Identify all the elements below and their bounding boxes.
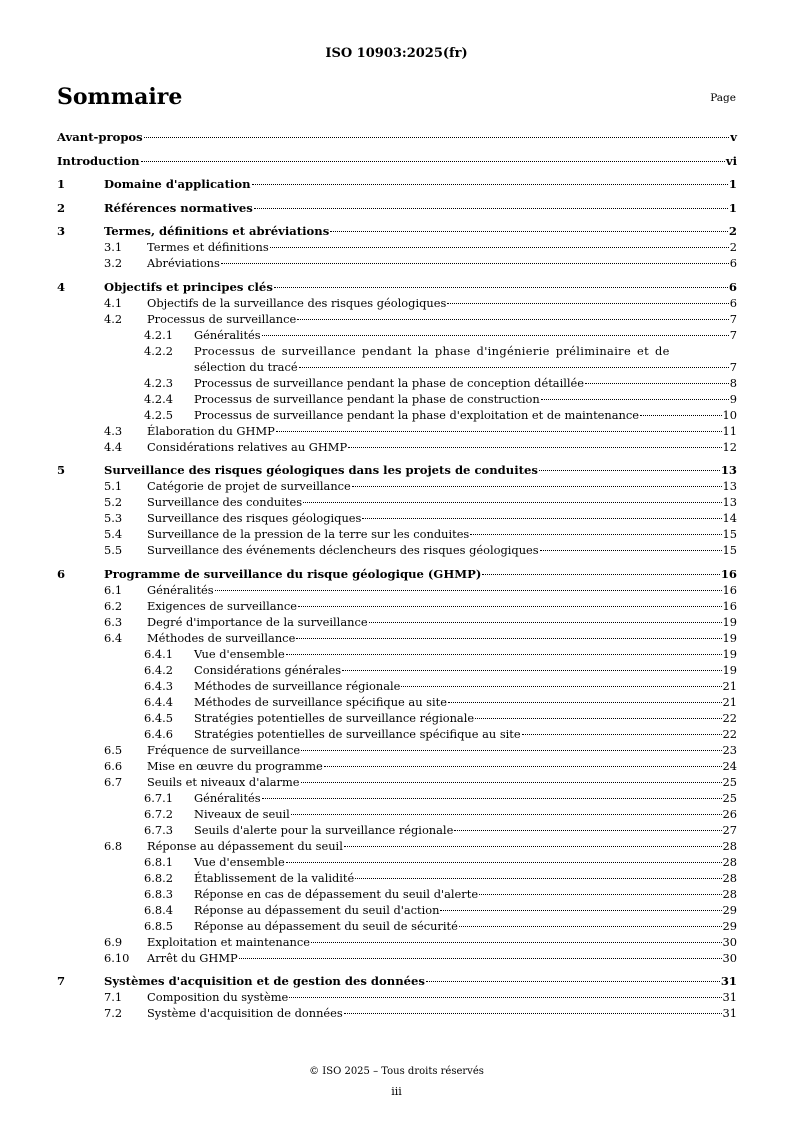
toc-entry[interactable] <box>57 694 737 710</box>
dot-leader <box>291 814 722 815</box>
dot-leader <box>286 862 722 863</box>
toc-entry[interactable] <box>57 854 737 870</box>
entry-title-continuation: sélection du tracé <box>194 359 298 374</box>
entry-title: Généralités <box>147 582 214 597</box>
entry-title: Processus de surveillance pendant la phase de construction <box>194 391 540 406</box>
toc-entry[interactable] <box>57 838 737 854</box>
section-number: 5.3 <box>104 511 123 525</box>
page-ref: 2 <box>729 240 737 254</box>
section-number: 6.9 <box>104 934 123 949</box>
section-number: 6.1 <box>104 582 123 597</box>
page-ref: 25 <box>722 790 737 805</box>
section-number: 1 <box>57 177 66 191</box>
page-ref: 16 <box>722 598 737 613</box>
section-number: 5.4 <box>104 527 123 541</box>
dot-leader <box>369 622 722 623</box>
entry-title: Stratégies potentielles de surveillance régionale <box>194 710 475 725</box>
dot-leader <box>297 319 729 320</box>
page-ref: 19 <box>722 614 737 629</box>
toc-entry[interactable] <box>57 200 737 216</box>
section-number: 6.5 <box>104 742 123 757</box>
toc-entry[interactable] <box>57 279 737 295</box>
entry-title: Programme de surveillance du risque géologique (GHMP) <box>104 566 482 581</box>
dot-leader <box>311 942 722 943</box>
dot-leader <box>262 798 722 799</box>
dot-leader <box>262 335 729 336</box>
page-ref: 6 <box>729 295 737 310</box>
dot-leader <box>454 830 721 831</box>
toc-entry[interactable] <box>57 710 737 726</box>
dot-leader <box>270 247 729 248</box>
page-ref: 28 <box>722 886 737 901</box>
dot-leader <box>447 303 728 304</box>
toc-entry[interactable] <box>57 542 737 558</box>
section-number: 6.4 <box>104 630 123 645</box>
section-number: 4 <box>57 279 66 294</box>
page-ref: 28 <box>722 838 737 853</box>
section-number: 4.2 <box>104 311 123 326</box>
page-ref: 7 <box>729 311 737 326</box>
entry-title: Surveillance des événements déclencheurs des risques géologiques <box>147 543 539 557</box>
dot-leader <box>330 231 728 232</box>
toc-entry[interactable] <box>57 806 737 822</box>
dot-leader <box>289 997 721 998</box>
entry-title: Réponse au dépassement du seuil d'action <box>194 902 440 917</box>
dot-leader <box>539 470 720 471</box>
section-number: 7.2 <box>104 1006 123 1020</box>
dot-leader <box>298 606 722 607</box>
page-ref: 14 <box>722 511 737 525</box>
toc-entry-continuation[interactable] <box>57 359 737 375</box>
toc-entry[interactable] <box>57 902 737 918</box>
section-number: 6.8.1 <box>144 854 173 869</box>
page-ref: 22 <box>722 710 737 725</box>
page-ref: 1 <box>728 177 737 191</box>
toc-entry[interactable] <box>57 973 737 989</box>
toc-entry[interactable] <box>57 950 737 966</box>
toc-entry[interactable] <box>57 375 737 391</box>
entry-title: Généralités <box>194 327 261 342</box>
dot-leader <box>254 208 728 209</box>
page-ref: 16 <box>720 566 737 581</box>
section-number: 6.7.1 <box>144 790 173 805</box>
toc-entry[interactable] <box>57 327 737 343</box>
dot-leader <box>296 638 721 639</box>
entry-title: Exploitation et maintenance <box>147 934 310 949</box>
toc-entry[interactable] <box>57 758 737 774</box>
toc-entry[interactable] <box>57 295 737 311</box>
page-ref: 6 <box>728 279 737 294</box>
table-of-contents <box>57 129 737 1021</box>
page-ref: 12 <box>722 439 737 454</box>
page-ref: 19 <box>722 630 737 645</box>
section-number: 5.2 <box>104 495 123 509</box>
entry-title: Réponse en cas de dépassement du seuil d'alerte <box>194 886 479 901</box>
entry-title: Systèmes d'acquisition et de gestion des données <box>104 974 425 988</box>
dot-leader <box>303 502 721 503</box>
section-number: 4.2.3 <box>144 375 173 390</box>
entry-title: Seuils et niveaux d'alarme <box>147 774 300 789</box>
page-ref: 9 <box>729 391 737 406</box>
dot-leader <box>221 263 729 264</box>
dot-leader <box>440 910 721 911</box>
page-ref: 13 <box>722 495 737 509</box>
page-ref: 7 <box>729 359 737 374</box>
section-number: 6.4.1 <box>144 646 173 661</box>
page-ref: 28 <box>722 870 737 885</box>
toc-entry[interactable] <box>57 343 737 359</box>
page-ref: 13 <box>722 479 737 493</box>
page-ref: 26 <box>722 806 737 821</box>
entry-title: Composition du système <box>147 990 289 1004</box>
toc-entry[interactable] <box>57 462 737 478</box>
section-number: 6.10 <box>104 950 130 965</box>
entry-title: Élaboration du GHMP <box>147 423 275 438</box>
dot-leader <box>470 534 721 535</box>
entry-title: Exigences de surveillance <box>147 598 297 613</box>
entry-title: Catégorie de projet de surveillance <box>147 479 351 493</box>
entry-title: Méthodes de surveillance régionale <box>194 678 401 693</box>
page-ref: 1 <box>728 200 737 215</box>
dot-leader <box>239 958 722 959</box>
page-ref: 31 <box>722 1006 737 1020</box>
dot-leader <box>426 981 720 982</box>
toc-entry[interactable] <box>57 407 737 423</box>
section-number: 6.4.6 <box>144 726 173 741</box>
section-number: 6.4.5 <box>144 710 173 725</box>
page-ref: 31 <box>720 974 737 988</box>
page-ref: 31 <box>722 990 737 1004</box>
page-ref: 23 <box>722 742 737 757</box>
entry-title: Système d'acquisition de données <box>147 1006 343 1020</box>
entry-title: Domaine d'application <box>104 177 251 191</box>
section-number: 5.5 <box>104 543 123 557</box>
toc-entry[interactable] <box>57 598 737 614</box>
entry-title: Surveillance des risques géologiques dans les projets de conduites <box>104 463 538 477</box>
entry-title: Mise en œuvre du programme <box>147 758 323 773</box>
page-column-label: Page <box>710 92 736 104</box>
dot-leader <box>355 878 721 879</box>
page-ref: 2 <box>728 224 737 238</box>
page-number: iii <box>391 1085 402 1098</box>
toc-entry[interactable] <box>57 870 737 886</box>
toc-entry[interactable] <box>57 614 737 630</box>
section-number: 6.7.2 <box>144 806 173 821</box>
page-ref: 8 <box>729 375 737 390</box>
section-number: 6.8.5 <box>144 918 173 933</box>
page-ref: 21 <box>722 678 737 693</box>
dot-leader <box>348 447 721 448</box>
dot-leader <box>274 287 728 288</box>
section-number: 4.2.2 <box>144 343 173 358</box>
toc-entry[interactable] <box>57 391 737 407</box>
toc-entry[interactable] <box>57 678 737 694</box>
dot-leader <box>401 686 721 687</box>
section-number: 4.1 <box>104 295 123 310</box>
page-ref: 21 <box>722 694 737 709</box>
section-number: 6.8 <box>104 838 123 853</box>
section-number: 4.2.1 <box>144 327 173 342</box>
toc-entry[interactable] <box>57 1005 737 1021</box>
page-ref: 30 <box>722 950 737 965</box>
toc-entry[interactable] <box>57 494 737 510</box>
dot-leader <box>541 399 729 400</box>
dot-leader <box>301 750 721 751</box>
entry-title: Termes, définitions et abréviations <box>104 224 330 238</box>
toc-entry[interactable] <box>57 630 737 646</box>
dot-leader <box>299 367 729 368</box>
entry-title: Stratégies potentielles de surveillance spécifique au site <box>194 726 521 741</box>
page-ref: 28 <box>722 854 737 869</box>
section-number: 6.4.2 <box>144 662 173 677</box>
section-number: 4.3 <box>104 423 123 438</box>
dot-leader <box>479 894 721 895</box>
section-number: 4.2.5 <box>144 407 173 422</box>
entry-title: Termes et définitions <box>147 240 269 254</box>
section-number: 6.8.3 <box>144 886 173 901</box>
section-number: 5 <box>57 463 66 477</box>
entry-title: Niveaux de seuil <box>194 806 290 821</box>
page-title: Sommaire <box>57 84 183 110</box>
entry-title: Seuils d'alerte pour la surveillance régionale <box>194 822 454 837</box>
page-ref: v <box>730 130 737 144</box>
section-number: 4.4 <box>104 439 123 454</box>
document-header: ISO 10903:2025(fr) <box>325 46 468 61</box>
page-ref: 19 <box>722 646 737 661</box>
copyright-footer: © ISO 2025 – Tous droits réservés <box>309 1066 484 1077</box>
page-ref: 30 <box>722 934 737 949</box>
page-ref: 7 <box>729 327 737 342</box>
toc-entry[interactable] <box>57 176 737 192</box>
page-ref: 25 <box>722 774 737 789</box>
section-number: 2 <box>57 200 66 215</box>
dot-leader <box>362 518 721 519</box>
dot-leader <box>640 415 722 416</box>
dot-leader <box>522 734 722 735</box>
dot-leader <box>252 184 728 185</box>
entry-title: Processus de surveillance pendant la phase d'exploitation et de maintenance <box>194 407 639 422</box>
page-ref: 16 <box>722 582 737 597</box>
entry-title: Surveillance de la pression de la terre sur les conduites <box>147 527 470 541</box>
dot-leader <box>448 702 722 703</box>
entry-title: Introduction <box>57 153 140 168</box>
section-number: 6.8.4 <box>144 902 173 917</box>
entry-title: Fréquence de surveillance <box>147 742 301 757</box>
page-ref: 27 <box>722 822 737 837</box>
entry-title: Processus de surveillance <box>147 311 297 326</box>
entry-title: Considérations générales <box>194 662 342 677</box>
toc-entry[interactable] <box>57 742 737 758</box>
dot-leader <box>286 654 722 655</box>
toc-entry[interactable] <box>57 311 737 327</box>
section-number: 6.4.4 <box>144 694 173 709</box>
page-ref: 15 <box>722 527 737 541</box>
entry-title: Vue d'ensemble <box>194 646 285 661</box>
page-ref: 29 <box>722 918 737 933</box>
entry-title: Objectifs de la surveillance des risques géologiques <box>147 295 447 310</box>
section-number: 7.1 <box>104 990 123 1004</box>
entry-title: Surveillance des risques géologiques <box>147 511 362 525</box>
section-number: 6.7.3 <box>144 822 173 837</box>
dot-leader <box>585 383 729 384</box>
dot-leader <box>540 550 722 551</box>
section-number: 5.1 <box>104 479 123 493</box>
entry-title: Avant-propos <box>57 130 143 144</box>
toc-entry[interactable] <box>57 790 737 806</box>
entry-title: Objectifs et principes clés <box>104 279 273 294</box>
toc-entry[interactable] <box>57 439 737 455</box>
entry-title: Méthodes de surveillance spécifique au site <box>194 694 447 709</box>
page-ref: vi <box>725 153 737 168</box>
entry-title: Réponse au dépassement du seuil <box>147 838 343 853</box>
page-ref: 24 <box>722 758 737 773</box>
dot-leader <box>144 137 730 138</box>
dot-leader <box>342 670 721 671</box>
toc-entry[interactable] <box>57 582 737 598</box>
entry-title: Surveillance des conduites <box>147 495 303 509</box>
page-ref: 29 <box>722 902 737 917</box>
section-number: 6.8.2 <box>144 870 173 885</box>
toc-entry[interactable] <box>57 646 737 662</box>
toc-entry[interactable] <box>57 918 737 934</box>
dot-leader <box>475 718 721 719</box>
toc-entry[interactable] <box>57 774 737 790</box>
section-number: 3.2 <box>104 256 123 270</box>
toc-entry[interactable] <box>57 129 737 145</box>
dot-leader <box>301 782 722 783</box>
entry-title: Processus de surveillance pendant la phase d'ingénierie préliminaire et de <box>194 343 670 358</box>
toc-entry[interactable] <box>57 726 737 742</box>
entry-title: Réponse au dépassement du seuil de sécurité <box>194 918 458 933</box>
dot-leader <box>344 1013 722 1014</box>
section-number: 6.3 <box>104 614 123 629</box>
entry-title: Références normatives <box>104 200 253 215</box>
section-number: 3.1 <box>104 240 123 254</box>
section-number: 6.4.3 <box>144 678 173 693</box>
toc-entry[interactable] <box>57 478 737 494</box>
entry-title: Processus de surveillance pendant la phase de conception détaillée <box>194 375 584 390</box>
section-number: 4.2.4 <box>144 391 173 406</box>
toc-entry[interactable] <box>57 886 737 902</box>
dot-leader <box>215 590 722 591</box>
dot-leader <box>352 486 722 487</box>
dot-leader <box>482 574 720 575</box>
section-number: 7 <box>57 974 66 988</box>
toc-entry[interactable] <box>57 153 737 169</box>
toc-entry[interactable] <box>57 566 737 582</box>
entry-title: Vue d'ensemble <box>194 854 285 869</box>
dot-leader <box>276 431 722 432</box>
page-ref: 11 <box>722 423 737 438</box>
toc-entry[interactable] <box>57 223 737 239</box>
entry-title: Abréviations <box>147 256 220 270</box>
toc-entry[interactable] <box>57 255 737 271</box>
toc-entry[interactable] <box>57 662 737 678</box>
toc-entry[interactable] <box>57 510 737 526</box>
toc-entry[interactable] <box>57 423 737 439</box>
dot-leader <box>141 161 725 162</box>
dot-leader <box>344 846 722 847</box>
toc-entry[interactable] <box>57 526 737 542</box>
toc-entry[interactable] <box>57 239 737 255</box>
entry-title: Généralités <box>194 790 261 805</box>
toc-entry[interactable] <box>57 989 737 1005</box>
page-ref: 13 <box>720 463 737 477</box>
section-number: 6.7 <box>104 774 123 789</box>
entry-title: Degré d'importance de la surveillance <box>147 614 368 629</box>
entry-title: Établissement de la validité <box>194 870 355 885</box>
page-ref: 6 <box>729 256 737 270</box>
page-ref: 19 <box>722 662 737 677</box>
page-ref: 22 <box>722 726 737 741</box>
toc-entry[interactable] <box>57 822 737 838</box>
entry-title: Considérations relatives au GHMP <box>147 439 348 454</box>
dot-leader <box>324 766 722 767</box>
section-number: 6.2 <box>104 598 123 613</box>
section-number: 3 <box>57 224 66 238</box>
page-ref: 15 <box>722 543 737 557</box>
entry-title: Arrêt du GHMP <box>147 950 238 965</box>
section-number: 6.6 <box>104 758 123 773</box>
page-ref: 10 <box>722 407 737 422</box>
toc-entry[interactable] <box>57 934 737 950</box>
section-number: 6 <box>57 566 66 581</box>
entry-title: Méthodes de surveillance <box>147 630 296 645</box>
dot-leader <box>459 926 722 927</box>
